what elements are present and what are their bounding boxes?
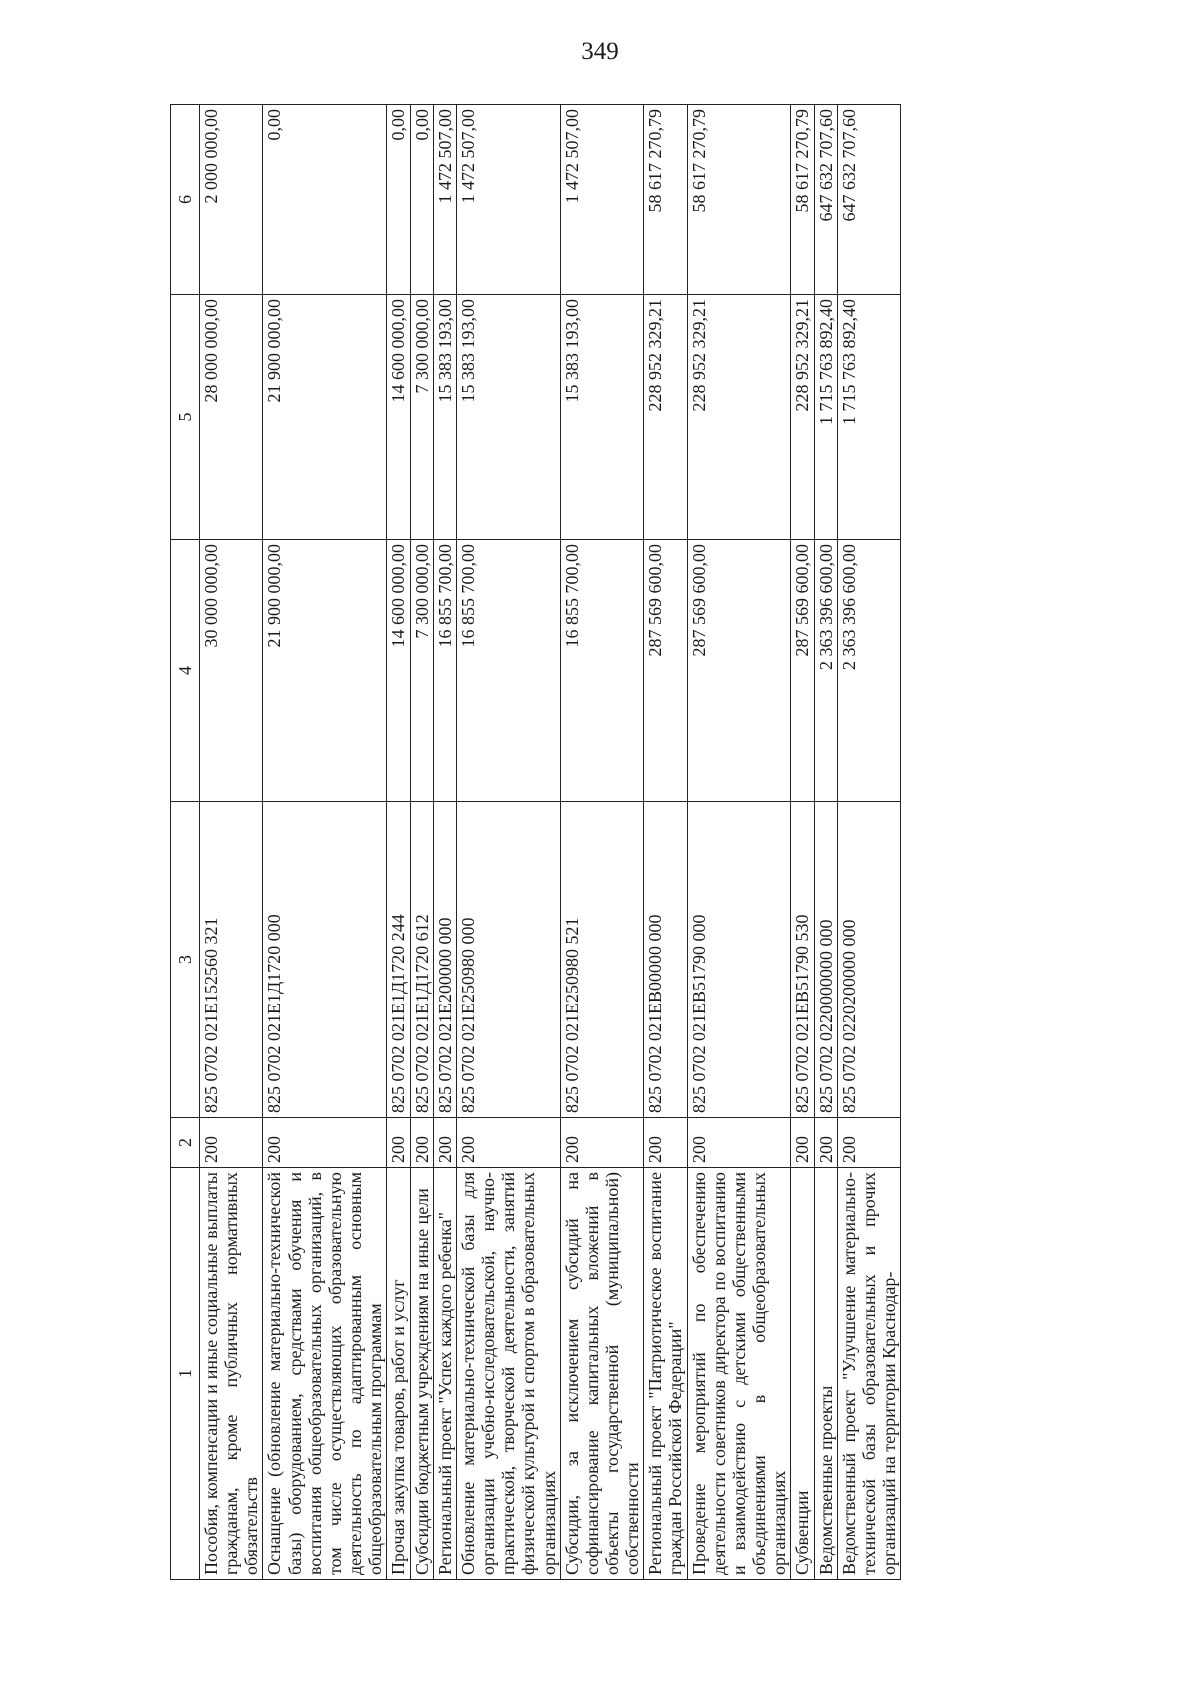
rotated-table-container <box>170 105 1130 1580</box>
row-name: Прочая закупка товаров, работ и услуг <box>387 1168 410 1580</box>
row-code: 825 0702 021ЕВ51790 000 <box>687 802 791 1118</box>
row-value-6: 2 000 000,00 <box>200 105 263 295</box>
table-row <box>410 105 433 1580</box>
row-ministry: 200 <box>200 1118 263 1168</box>
row-code: 825 0702 021ЕВ00000 000 <box>644 802 687 1118</box>
row-value-4: 2 363 396 600,00 <box>837 540 900 802</box>
row-name: Ведомственный проект "Улучшение материально-технической базы образовательных и прочих организаций на территории Краснодар- <box>837 1168 900 1580</box>
header-col-5: 5 <box>171 295 200 540</box>
row-code: 825 0702 021Е1Д1720 000 <box>263 802 387 1118</box>
header-col-2: 2 <box>171 1118 200 1168</box>
table-row <box>263 105 387 1580</box>
row-ministry: 200 <box>456 1118 560 1168</box>
row-ministry: 200 <box>433 1118 456 1168</box>
row-value-6: 647 632 707,60 <box>814 105 837 295</box>
row-value-5: 15 383 193,00 <box>456 295 560 540</box>
row-value-5: 228 952 329,21 <box>791 295 814 540</box>
row-value-6: 58 617 270,79 <box>644 105 687 295</box>
row-name: Обновление материально-технической базы для организации учебно-исследовательской, научно-практической, творческой деятельности, занятий физической культурой и спортом в образовательных организациях <box>456 1168 560 1580</box>
table-row <box>456 105 560 1580</box>
table-row <box>560 105 644 1580</box>
row-value-5: 1 715 763 892,40 <box>814 295 837 540</box>
table-row <box>200 105 263 1580</box>
row-value-6: 58 617 270,79 <box>687 105 791 295</box>
row-value-6: 58 617 270,79 <box>791 105 814 295</box>
row-name: Ведомственные проекты <box>814 1168 837 1580</box>
table-row <box>814 105 837 1580</box>
row-value-6: 0,00 <box>387 105 410 295</box>
row-value-6: 1 472 507,00 <box>560 105 644 295</box>
row-value-4: 16 855 700,00 <box>456 540 560 802</box>
row-code: 825 0702 021ЕВ51790 530 <box>791 802 814 1118</box>
row-name: Пособия, компенсации и иные социальные выплаты гражданам, кроме публичных нормативных обязательств <box>200 1168 263 1580</box>
row-value-4: 287 569 600,00 <box>791 540 814 802</box>
row-code: 825 0702 021Е200000 000 <box>433 802 456 1118</box>
row-value-4: 287 569 600,00 <box>644 540 687 802</box>
row-value-6: 0,00 <box>263 105 387 295</box>
row-value-4: 287 569 600,00 <box>687 540 791 802</box>
row-value-6: 1 472 507,00 <box>433 105 456 295</box>
header-row <box>171 105 200 1580</box>
table-row <box>837 105 900 1580</box>
row-ministry: 200 <box>560 1118 644 1168</box>
table-row <box>387 105 410 1580</box>
row-code: 825 0702 021Е250980 000 <box>456 802 560 1118</box>
row-value-5: 7 300 000,00 <box>410 295 433 540</box>
row-value-4: 14 600 000,00 <box>387 540 410 802</box>
row-ministry: 200 <box>410 1118 433 1168</box>
row-code: 825 0702 0220000000 000 <box>814 802 837 1118</box>
header-col-3: 3 <box>171 802 200 1118</box>
row-value-5: 21 900 000,00 <box>263 295 387 540</box>
row-name: Субсидии бюджетным учреждениям на иные цели <box>410 1168 433 1580</box>
row-ministry: 200 <box>791 1118 814 1168</box>
row-ministry: 200 <box>263 1118 387 1168</box>
row-value-5: 1 715 763 892,40 <box>837 295 900 540</box>
table-row <box>687 105 791 1580</box>
row-name: Субсидии, за исключением субсидий на софинансирование капитальных вложений в объекты государственной (муниципальной) собственности <box>560 1168 644 1580</box>
row-value-4: 21 900 000,00 <box>263 540 387 802</box>
page-number: 349 <box>581 38 619 65</box>
row-ministry: 200 <box>814 1118 837 1168</box>
header-col-6: 6 <box>171 105 200 295</box>
row-value-5: 28 000 000,00 <box>200 295 263 540</box>
header-col-4: 4 <box>171 540 200 802</box>
row-ministry: 200 <box>644 1118 687 1168</box>
table-row <box>433 105 456 1580</box>
row-value-4: 16 855 700,00 <box>433 540 456 802</box>
row-value-5: 228 952 329,21 <box>687 295 791 540</box>
row-ministry: 200 <box>837 1118 900 1168</box>
table-row <box>644 105 687 1580</box>
row-value-4: 30 000 000,00 <box>200 540 263 802</box>
table-row <box>791 105 814 1580</box>
row-name: Проведение мероприятий по обеспечению деятельности советников директора по воспитанию и взаимодействию с детскими общественными объединениями в общеобразовательных организациях <box>687 1168 791 1580</box>
row-value-5: 15 383 193,00 <box>560 295 644 540</box>
budget-table <box>170 104 901 1580</box>
row-value-5: 228 952 329,21 <box>644 295 687 540</box>
row-value-5: 14 600 000,00 <box>387 295 410 540</box>
row-code: 825 0702 021Е250980 521 <box>560 802 644 1118</box>
row-code: 825 0702 021Е1Д1720 244 <box>387 802 410 1118</box>
row-name: Субвенции <box>791 1168 814 1580</box>
row-value-6: 647 632 707,60 <box>837 105 900 295</box>
row-value-5: 15 383 193,00 <box>433 295 456 540</box>
row-value-6: 0,00 <box>410 105 433 295</box>
row-value-4: 2 363 396 600,00 <box>814 540 837 802</box>
row-value-4: 7 300 000,00 <box>410 540 433 802</box>
row-code: 825 0702 0220200000 000 <box>837 802 900 1118</box>
row-code: 825 0702 021Е1Д1720 612 <box>410 802 433 1118</box>
row-name: Региональный проект "Патриотическое воспитание граждан Российской Федерации" <box>644 1168 687 1580</box>
row-ministry: 200 <box>687 1118 791 1168</box>
header-col-1: 1 <box>171 1168 200 1580</box>
row-name: Региональный проект "Успех каждого ребенка" <box>433 1168 456 1580</box>
row-code: 825 0702 021Е152560 321 <box>200 802 263 1118</box>
row-value-4: 16 855 700,00 <box>560 540 644 802</box>
row-ministry: 200 <box>387 1118 410 1168</box>
row-name: Оснащение (обновление материально-технической базы) оборудованием, средствами обучения и воспитания общеобразовательных организаций, в том числе осуществляющих образовательную деятельность по адаптированным основным общеобразовательным программам <box>263 1168 387 1580</box>
row-value-6: 1 472 507,00 <box>456 105 560 295</box>
